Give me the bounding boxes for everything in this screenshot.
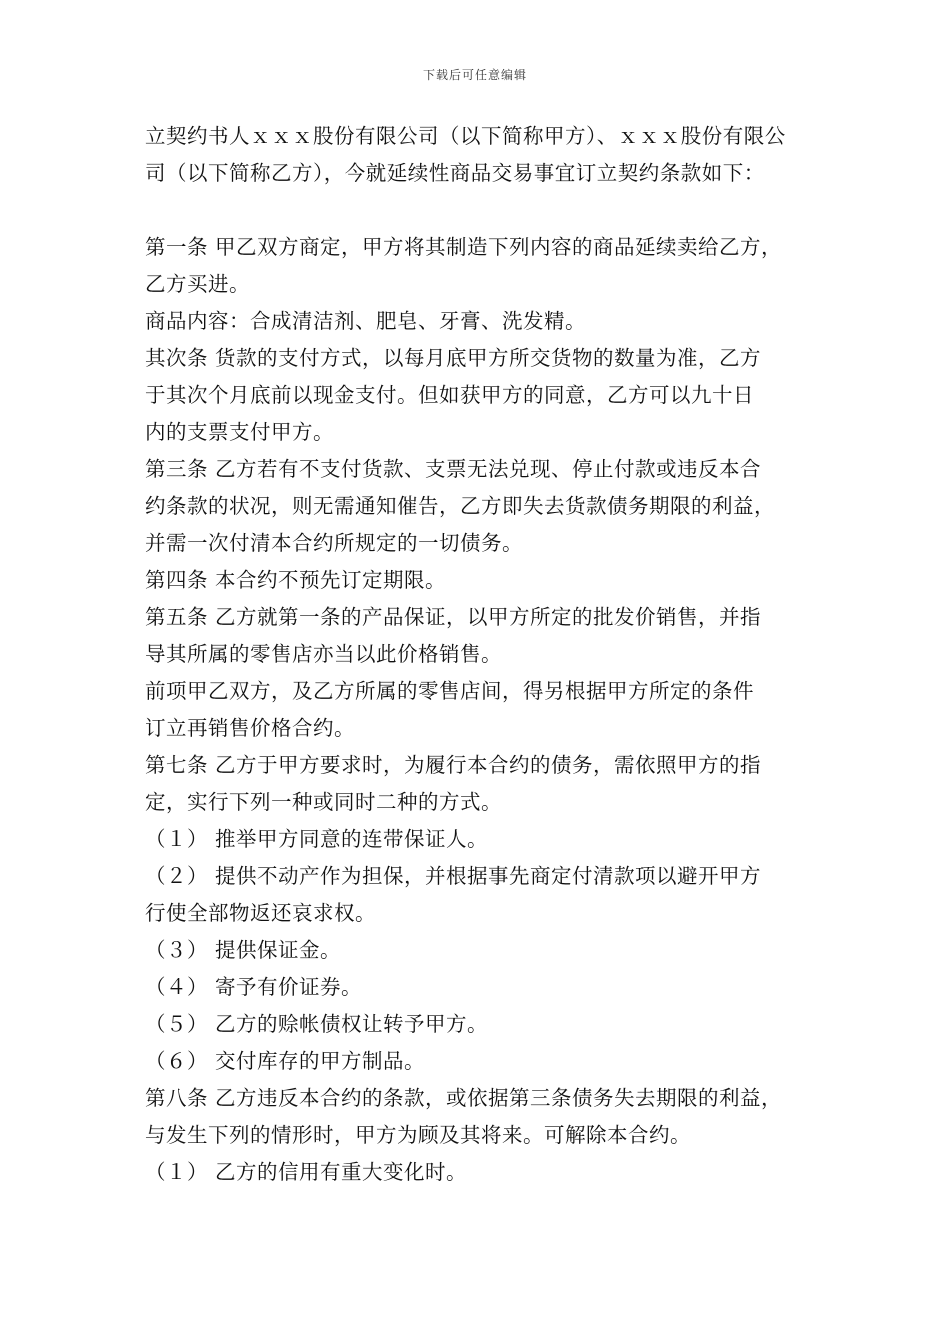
text-line: 并需一次付清本合约所规定的一切债务。 xyxy=(145,531,523,555)
text-line: 司（以下简称乙方），今就延续性商品交易事宜订立契约条款如下： xyxy=(145,161,765,185)
text-line: 行使全部物返还哀求权。 xyxy=(145,901,376,925)
text-line: 前项甲乙双方，及乙方所属的零售店间，得另根据甲方所定的条件 xyxy=(145,679,754,703)
article-8: 第八条 乙方违反本合约的条款，或依据第三条债务失去期限的利益， xyxy=(145,1086,783,1110)
article-2: 其次条 货款的支付方式，以每月底甲方所交货物的数量为准，乙方 xyxy=(145,346,762,370)
article-5: 第五条 乙方就第一条的产品保证，以甲方所定的批发价销售，并指 xyxy=(145,605,762,629)
text-line: 订立再销售价格合约。 xyxy=(145,716,355,740)
text-line: 与发生下列的情形时，甲方为顾及其将来。可解除本合约。 xyxy=(145,1123,691,1147)
text-line: 乙方买进。 xyxy=(145,272,250,296)
article-3: 第三条 乙方若有不支付货款、支票无法兑现、停止付款或违反本合 xyxy=(145,457,762,481)
text-line: 内的支票支付甲方。 xyxy=(145,420,334,444)
list-item: （１） 乙方的信用有重大变化时。 xyxy=(145,1160,468,1184)
text-line: 商品内容：合成清洁剂、肥皂、牙膏、洗发精。 xyxy=(145,309,586,333)
list-item: （１） 推举甲方同意的连带保证人。 xyxy=(145,827,489,851)
list-item: （２） 提供不动产作为担保，并根据事先商定付清款项以避开甲方 xyxy=(145,864,762,888)
blank-line xyxy=(145,192,815,229)
contract-body xyxy=(145,118,815,1191)
list-item: （６） 交付库存的甲方制品。 xyxy=(145,1049,426,1073)
text-line: 导其所属的零售店亦当以此价格销售。 xyxy=(145,642,502,666)
article-1: 第一条 甲乙双方商定，甲方将其制造下列内容的商品延续卖给乙方， xyxy=(145,235,783,259)
list-item: （３） 提供保证金。 xyxy=(145,938,342,962)
list-item: （５） 乙方的赊帐债权让转予甲方。 xyxy=(145,1012,489,1036)
list-item: （４） 寄予有价证券。 xyxy=(145,975,363,999)
text-line: 于其次个月底前以现金支付。但如获甲方的同意，乙方可以九十日 xyxy=(145,383,754,407)
text-line: 约条款的状况，则无需通知催告，乙方即失去货款债务期限的利益， xyxy=(145,494,775,518)
text-line: 定，实行下列一种或同时二种的方式。 xyxy=(145,790,502,814)
article-4: 第四条 本合约不预先订定期限。 xyxy=(145,568,447,592)
article-7: 第七条 乙方于甲方要求时，为履行本合约的债务，需依照甲方的指 xyxy=(145,753,762,777)
page-header: 下载后可任意编辑 xyxy=(422,68,527,82)
text-line: 立契约书人ｘｘｘ股份有限公司（以下简称甲方）、ｘｘｘ股份有限公 xyxy=(145,124,786,148)
